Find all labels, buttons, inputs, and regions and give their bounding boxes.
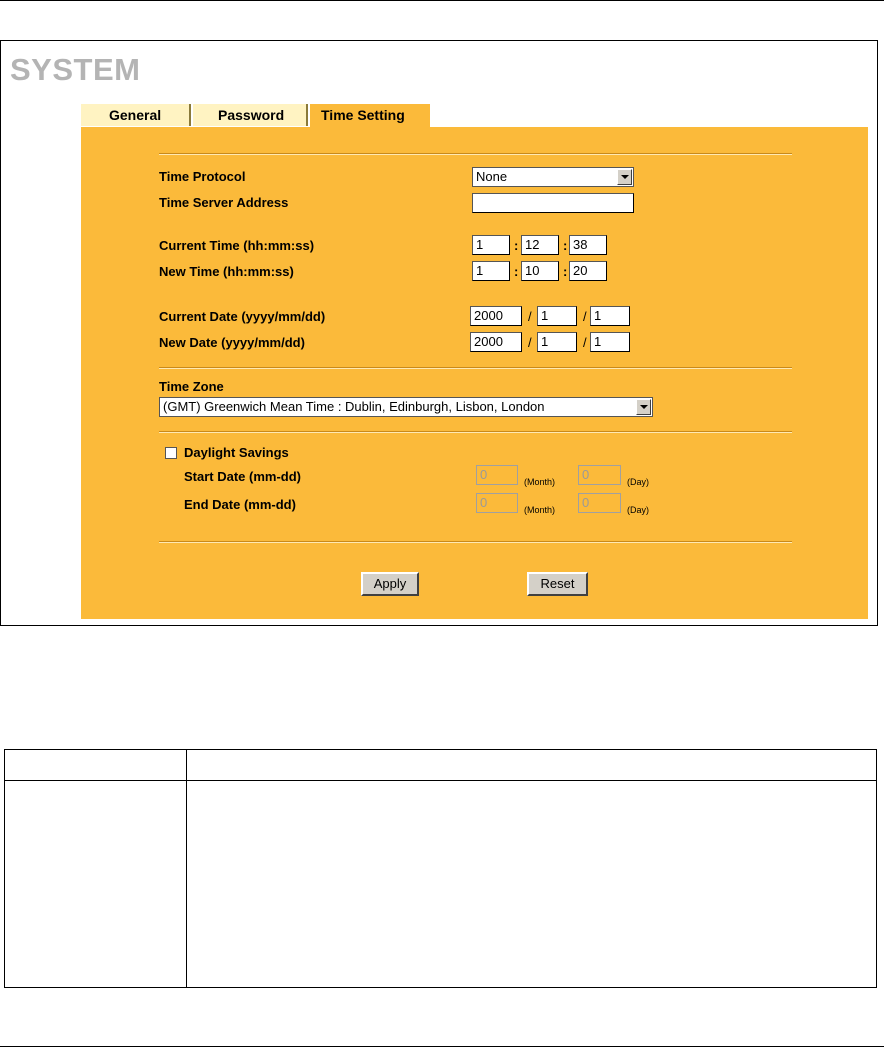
tab-label: General xyxy=(109,107,162,123)
new-date-month-input[interactable]: 1 xyxy=(537,332,577,352)
current-date-year-input[interactable]: 2000 xyxy=(470,306,522,326)
tab-label: Time Setting xyxy=(321,107,405,123)
current-time-second-input[interactable]: 38 xyxy=(569,235,607,255)
page-title: SYSTEM xyxy=(10,52,141,87)
time-separator: : xyxy=(514,264,519,279)
new-time-second-input[interactable]: 20 xyxy=(569,261,607,281)
apply-button[interactable]: Apply xyxy=(361,572,419,596)
end-date-day-input[interactable]: 0 xyxy=(578,493,621,513)
current-time-label: Current Time (hh:mm:ss) xyxy=(159,238,315,253)
tab-password[interactable] xyxy=(193,104,308,126)
divider xyxy=(159,431,792,433)
end-date-month-input[interactable]: 0 xyxy=(476,493,518,513)
current-time-hour-input[interactable]: 1 xyxy=(472,235,510,255)
new-date-label: New Date (yyyy/mm/dd) xyxy=(159,335,305,350)
time-zone-select[interactable] xyxy=(159,397,653,417)
daylight-savings-label: Daylight Savings xyxy=(184,445,289,460)
tab-label: Password xyxy=(218,107,285,123)
column-divider xyxy=(186,750,187,987)
month-hint: (Month) xyxy=(524,505,556,515)
divider xyxy=(159,541,792,543)
day-hint: (Day) xyxy=(627,505,649,515)
top-rule xyxy=(0,0,884,1)
new-time-hour-input[interactable]: 1 xyxy=(472,261,510,281)
day-hint: (Day) xyxy=(627,477,649,487)
time-server-address-label: Time Server Address xyxy=(159,195,289,210)
chevron-down-icon[interactable] xyxy=(617,169,632,185)
new-time-minute-input[interactable]: 10 xyxy=(521,261,559,281)
time-server-address-input[interactable] xyxy=(472,193,634,213)
time-setting-panel xyxy=(81,127,868,619)
time-zone-value: (GMT) Greenwich Mean Time : Dublin, Edinburgh, Lisbon, London xyxy=(163,399,545,414)
current-date-day-input[interactable]: 1 xyxy=(590,306,630,326)
new-time-label: New Time (hh:mm:ss) xyxy=(159,264,294,279)
tab-time-setting[interactable] xyxy=(310,104,430,128)
time-protocol-label: Time Protocol xyxy=(159,169,246,184)
start-date-month-input[interactable]: 0 xyxy=(476,465,518,485)
time-protocol-select[interactable] xyxy=(472,167,634,187)
start-date-day-input[interactable]: 0 xyxy=(578,465,621,485)
month-hint: (Month) xyxy=(524,477,556,487)
description-table xyxy=(4,749,877,988)
time-separator: : xyxy=(514,238,519,253)
time-separator: : xyxy=(563,238,568,253)
reset-button[interactable]: Reset xyxy=(527,572,588,596)
new-date-day-input[interactable]: 1 xyxy=(590,332,630,352)
current-time-minute-input[interactable]: 12 xyxy=(521,235,559,255)
screenshot-frame xyxy=(0,40,878,626)
date-separator: / xyxy=(583,309,587,324)
end-date-label: End Date (mm-dd) xyxy=(184,497,296,512)
time-separator: : xyxy=(563,264,568,279)
divider xyxy=(159,153,792,155)
time-zone-label: Time Zone xyxy=(159,379,224,394)
current-date-month-input[interactable]: 1 xyxy=(537,306,577,326)
tab-general[interactable] xyxy=(81,104,191,126)
date-separator: / xyxy=(583,335,587,350)
daylight-savings-checkbox[interactable] xyxy=(165,447,177,459)
chevron-down-icon[interactable] xyxy=(636,399,651,415)
date-separator: / xyxy=(528,335,532,350)
table-header-row xyxy=(5,750,876,781)
date-separator: / xyxy=(528,309,532,324)
divider xyxy=(159,367,792,369)
current-date-label: Current Date (yyyy/mm/dd) xyxy=(159,309,326,324)
new-date-year-input[interactable]: 2000 xyxy=(470,332,522,352)
time-protocol-value: None xyxy=(476,169,508,184)
start-date-label: Start Date (mm-dd) xyxy=(184,469,302,484)
